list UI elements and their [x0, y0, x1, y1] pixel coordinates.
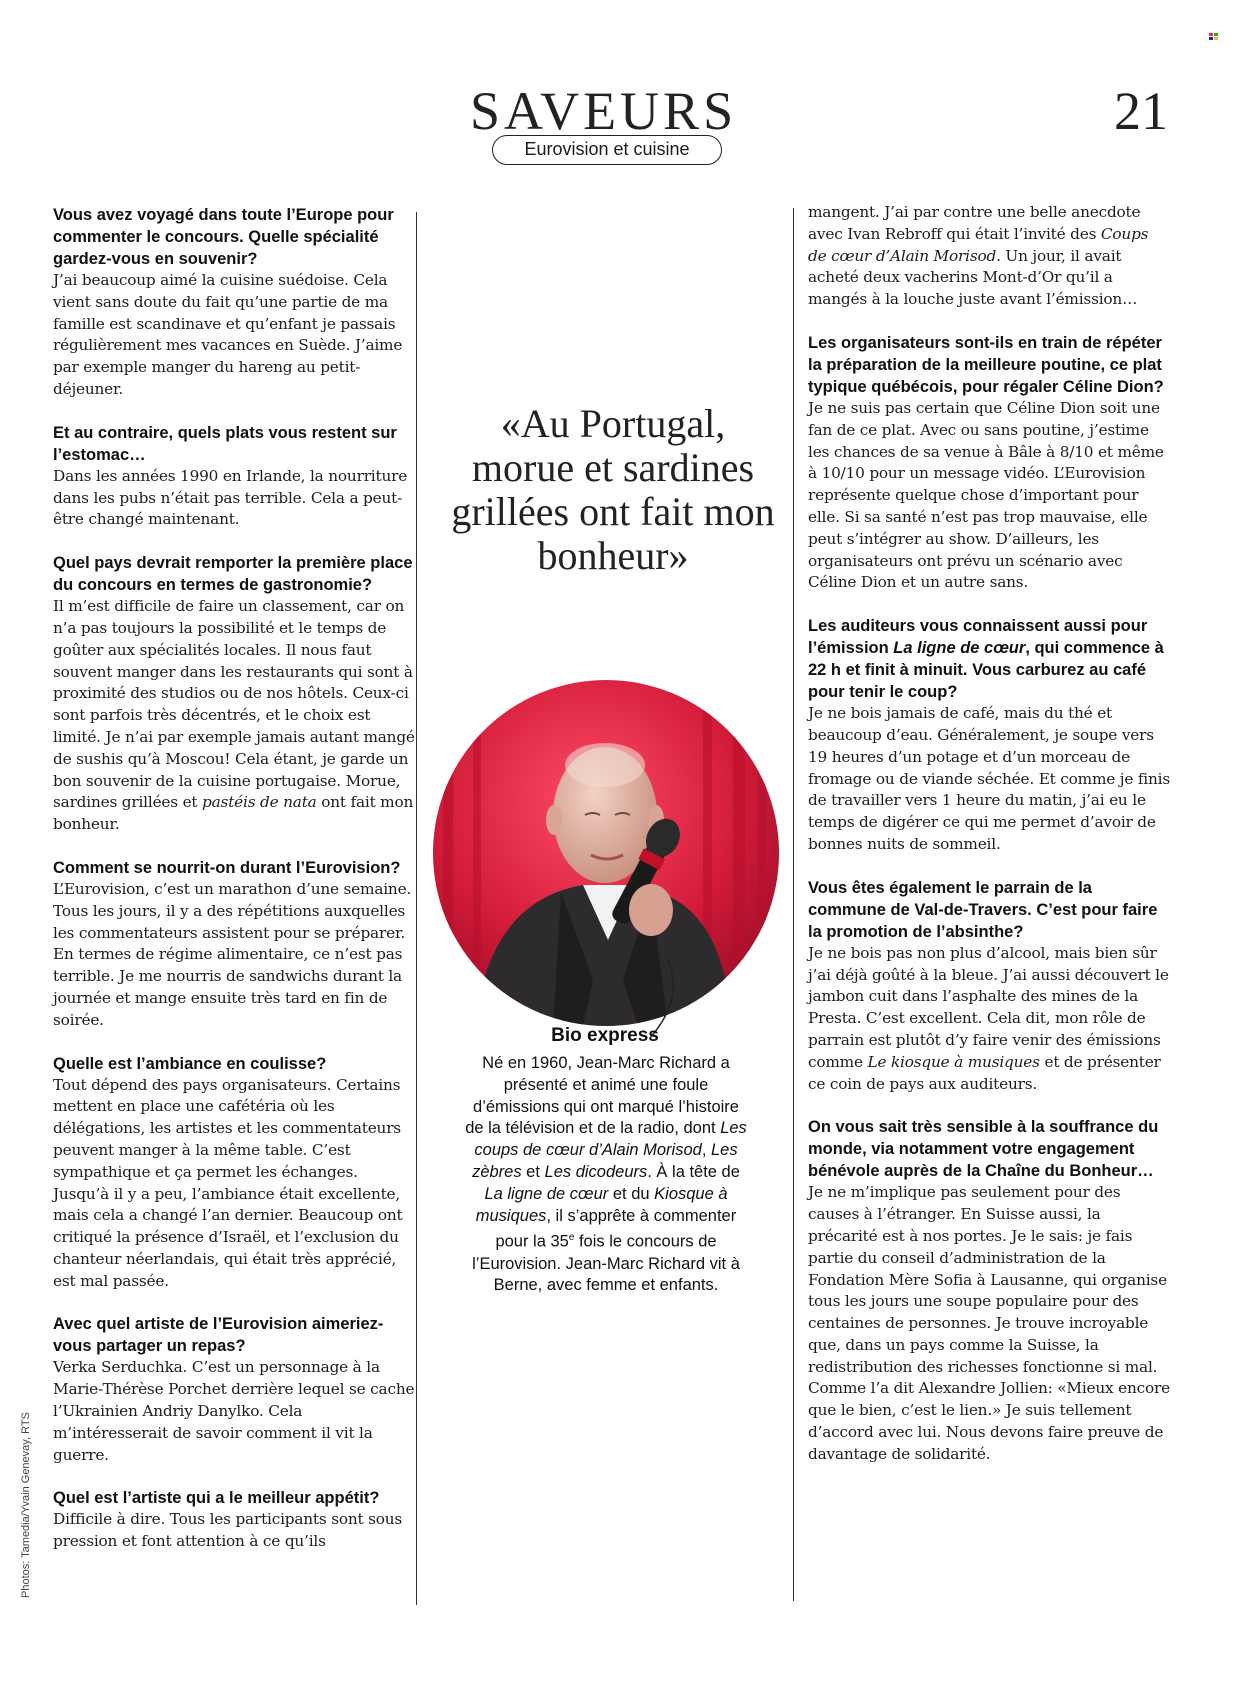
answer: Je ne m’implique pas seulement pour des causes à l’étranger. En Suisse aussi, la précarité est à nos portes. Je le sais: je fais partie du conseil d’administration de la Fondation Mère Sofia à Lausanne, qui organise tous les jours une soupe populaire pour des centaines de personnes. Je trouve incroyable que, dans un pays comme la Suisse, la redistribution des richesses fonctionne si mal. Comme l’a dit Alexandre Jollien: «Mieux encore que le bien, c’est le lien.» Je suis tellement d’accord avec lui. Nous devons faire preuve de davantage de solidarité.	[808, 1183, 1170, 1463]
right-column	[808, 202, 1170, 1487]
section-title: SAVEURS	[470, 81, 738, 141]
answer: Verka Serduchka. C’est un personnage à la Marie-Thérèse Porchet derrière lequel se cache l’Ukrainien Andriy Danylko. Cela m’intéresserait de savoir comment il vit la guerre.	[53, 1358, 415, 1464]
question: Vous avez voyagé dans toute l’Europe pour commenter le concours. Quelle spécialité gardez-vous en souvenir?	[53, 206, 394, 268]
question: Avec quel artiste de l’Eurovision aimeriez-vous partager un repas?	[53, 1315, 384, 1356]
color-registration-mark	[1209, 33, 1219, 41]
question: Comment se nourrit-on durant l’Eurovision?	[53, 858, 401, 877]
question: Vous êtes également le parrain de la commune de Val-de-Travers. C’est pour faire la promotion de l’absinthe?	[808, 878, 1158, 941]
answer: Je ne bois pas non plus d’alcool, mais bien sûr j’ai déjà goûté à la bleue. J’ai aussi découvert le jambon cuit dans l’asphalte des mines de la Presta. C’est excellent. Cela dit, mon rôle de parrain est plutôt d’y faire venir des émissions comme Le kiosque à musiques et de présenter ce coin de pays aux auditeurs.	[808, 943, 1169, 1093]
answer: Je ne suis pas certain que Céline Dion soit une fan de ce plat. Avec ou sans poutine, j’estime les chances de sa venue à Bâle à 8/10 et même à 10/10 pour un message vidéo. L’Eurovision représente quelque chose d’important pour elle. Si sa santé n’est pas trop mauvaise, elle peut s’intégrer au show. D’ailleurs, les organisateurs ont prévu un scénario avec Céline Dion et un autre sans.	[808, 398, 1164, 592]
question: Quelle est l’ambiance en coulisse?	[53, 1054, 327, 1073]
pull-quote: «Au Portugal, morue et sardines grillées ont fait mon bonheur»	[451, 401, 775, 578]
question: Les auditeurs vous connaissent aussi pour l’émission La ligne de cœur, qui commence à 22 h et finit à minuit. Vous carburez au café pour tenir le coup?	[808, 617, 1164, 702]
page-number: 21	[1114, 81, 1168, 141]
question: Les organisateurs sont-ils en train de répéter la préparation de la meilleure poutine, ce plat typique québécois, pour régaler Céline Dion?	[808, 333, 1164, 396]
answer: Je ne bois jamais de café, mais du thé et beaucoup d’eau. Généralement, je soupe vers 19 heures d’un potage et d’un morceau de fromage ou de viande séchée. Et comme je finis de travailler vers 1 heure du matin, j’ai eu le temps de digérer ce qui me permet d’avoir de bonnes nuits de sommeil.	[808, 704, 1170, 853]
column-rule-left	[416, 212, 417, 1605]
bio-title: Bio express	[551, 1025, 659, 1046]
answer: Difficile à dire. Tous les participants sont sous pression et font attention à ce qu’ils	[53, 1510, 403, 1551]
answer: Il m’est difficile de faire un classement, car on n’a pas toujours la possibilité et le temps de goûter aux spécialités locales. Il nous faut souvent manger dans les restaurants qui sont à proximité des studios ou de nos hôtels. Ceux-ci sont parfois très décentrés, et le choix est limité. Je n’ai par exemple jamais autant mangé de sushis qu’à Moscou! Cela étant, je garde un bon souvenir de la cuisine portugaise. Morue, sardines grillées et pastéis de nata ont fait mon bonheur.	[53, 597, 415, 834]
answer-continuation: mangent. J’ai par contre une belle anecdote avec Ivan Rebroff qui était l’invité des Coups de cœur d’Alain Morisod. Un jour, il avait acheté deux vacherins Mont-d’Or qu’il a mangés à la louche juste avant l’émission…	[808, 203, 1149, 309]
answer: Tout dépend des pays organisateurs. Certains mettent en place une cafétéria où les délégations, les artistes et les commentateurs peuvent manger à la même table. C’est sympathique et ça permet les échanges. Jusqu’à il y a peu, l’ambiance était excellente, mais cela a changé l’an dernier. Beaucoup ont critiqué la présence d’Israël, et l’exclusion du chanteur néerlandais, qui était très apprécié, est mal passée.	[53, 1075, 403, 1290]
answer: L’Eurovision, c’est un marathon d’une semaine. Tous les jours, il y a des répétitions auxquelles les commentateurs assistent pour se préparer. En termes de régime alimentaire, ce n’est pas terrible. Je me nourris de sandwichs durant la journée et mange ensuite très tard en fin de soirée.	[53, 879, 412, 1029]
question: Quel pays devrait remporter la première place du concours en termes de gastronomie?	[53, 554, 413, 595]
portrait-illustration	[433, 680, 779, 1026]
question: Et au contraire, quels plats vous restent sur l’estomac…	[53, 423, 397, 464]
portrait-photo	[433, 680, 779, 1026]
answer: J’ai beaucoup aimé la cuisine suédoise. Cela vient sans doute du fait qu’une partie de ma famille est scandinave et qu’enfant je passais régulièrement mes vacances en Suède. J’aime par exemple manger du hareng au petit-déjeuner.	[53, 271, 403, 398]
bio-text: Né en 1960, Jean-Marc Richard a présenté et animé une foule d’émissions qui ont marqué l’histoire de la télévision et de la radio, dont Les coups de cœur d’Alain Morisod, Les zèbres et Les dicodeurs. À la tête de La ligne de cœur et du Kiosque à musiques, il s’apprête à commenter pour la 35e fois le concours de l’Eurovision. Jean-Marc Richard vit à Berne, avec femme et enfants.	[465, 1054, 747, 1295]
photo-credit: Photos: Tamedia/Yvain Genevay, RTS	[20, 1412, 32, 1598]
answer: Dans les années 1990 en Irlande, la nourriture dans les pubs n’était pas terrible. Cela a peut-être changé maintenant.	[53, 466, 408, 529]
left-column	[53, 204, 415, 1574]
question: On vous sait très sensible à la souffrance du monde, via notamment votre engagement bénévole auprès de la Chaîne du Bonheur…	[808, 1118, 1159, 1181]
question: Quel est l’artiste qui a le meilleur appétit?	[53, 1489, 380, 1508]
rubric-badge: Eurovision et cuisine	[492, 135, 722, 165]
column-rule-right	[793, 208, 794, 1601]
